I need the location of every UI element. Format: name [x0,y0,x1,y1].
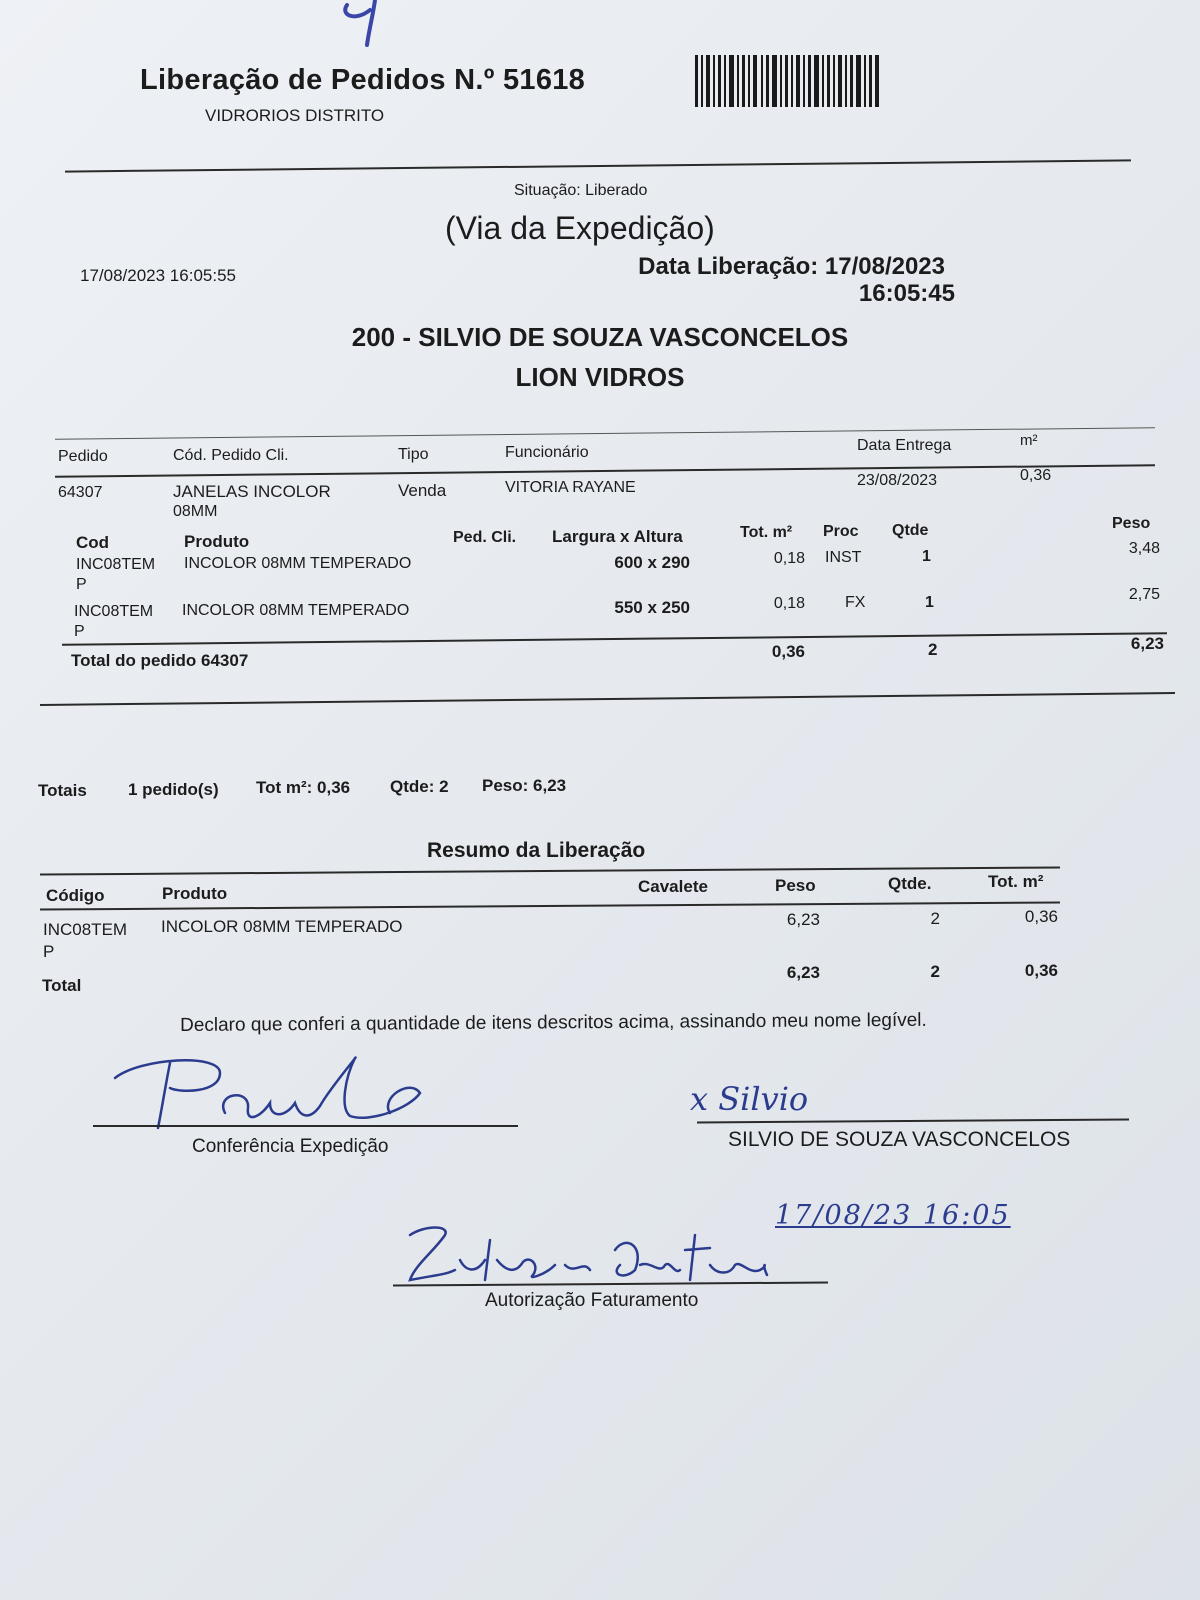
resumo-col-cavalete: Cavalete [638,877,708,896]
item-cod-line1: INC08TEM [76,556,156,573]
totais-pedidos: 1 pedido(s) [128,780,219,799]
cliente-handwritten-signature: x Silvio [690,1080,809,1118]
resumo-col-produto: Produto [162,884,228,903]
status-situacao: Situação: Liberado [514,182,648,199]
item-proc: FX [845,594,866,611]
liberacao-date: Data Liberação: 17/08/2023 [638,253,945,280]
printed-timestamp: 17/08/2023 16:05:55 [80,266,236,285]
resumo-col-codigo: Código [46,886,105,905]
order-section-divider [40,692,1175,706]
order-header-underline [55,464,1155,478]
item-col-tot-m2: Tot. m² [740,524,793,541]
resumo-total-qtde: 2 [930,962,940,981]
order-pedido: 64307 [58,484,103,501]
order-total-peso: 6,23 [1130,634,1164,653]
item-peso: 2,75 [1128,586,1160,603]
totais-peso: Peso: 6,23 [482,776,567,795]
resumo-total-tot-m2: 0,36 [1024,961,1058,980]
via-label: (Via da Expedição) [445,210,715,246]
item-col-produto: Produto [184,532,250,551]
resumo-total-peso: 6,23 [786,963,820,982]
item-col-dimensoes: Largura x Altura [552,527,683,546]
client-name: 200 - SILVIO DE SOUZA VASCONCELOS [351,322,849,352]
item-col-qtde: Qtde [892,522,929,539]
resumo-col-tot-m2: Tot. m² [988,872,1044,891]
document-title: Liberação de Pedidos N.º 51618 [140,64,586,96]
item-produto: INCOLOR 08MM TEMPERADO [184,555,412,572]
liberacao-time: 16:05:45 [858,280,955,307]
top-ink-mark [335,0,405,55]
item-produto: INCOLOR 08MM TEMPERADO [182,602,410,619]
order-funcionario: VITORIA RAYANE [505,479,636,496]
resumo-codigo-line1: INC08TEM [43,920,128,939]
resumo-produto: INCOLOR 08MM TEMPERADO [161,917,403,936]
col-cod-pedido-cli: Cód. Pedido Cli. [173,447,289,464]
item-cod-line1: INC08TEM [74,603,154,620]
resumo-total-label: Total [42,976,82,995]
resumo-codigo-line2: P [43,942,55,961]
item-col-proc: Proc [823,523,859,540]
item-qtde: 1 [922,548,931,565]
order-total-qtde: 2 [928,640,938,659]
order-table-top-line [55,427,1155,440]
client-company: LION VIDROS [515,362,685,392]
barcode-icon [695,55,880,112]
item-qtde: 1 [925,594,934,611]
declaration-text: Declaro que conferi a quantidade de itens descritos acima, assinando meu nome legível. [180,1009,927,1036]
item-dimensoes: 600 x 290 [614,553,690,572]
cliente-name-label: SILVIO DE SOUZA VASCONCELOS [728,1128,1071,1151]
item-col-peso: Peso [1112,515,1151,532]
item-cod-line2: P [76,576,87,593]
company-name: VIDRORIOS DISTRITO [205,106,385,125]
col-data-entrega: Data Entrega [857,437,952,454]
items-total-line [62,632,1167,646]
resumo-col-qtde: Qtde. [888,874,932,893]
order-tipo: Venda [398,481,447,500]
item-dimensoes: 550 x 250 [614,598,690,617]
conferencia-sign-line [93,1125,518,1127]
signature-conferencia [110,1048,440,1143]
resumo-tot-m2: 0,36 [1024,907,1058,926]
resumo-title: Resumo da Liberação [427,839,646,862]
header-divider [65,159,1131,172]
col-funcionario: Funcionário [505,444,589,461]
item-tot-m2: 0,18 [773,595,805,612]
order-total-label: Total do pedido 64307 [71,651,249,670]
item-peso: 3,48 [1128,540,1160,557]
resumo-qtde: 2 [930,909,940,928]
handwritten-date: 17/08/23 16:05 [775,1200,1011,1231]
conferencia-label: Conferência Expedição [192,1136,389,1157]
autorizacao-label: Autorização Faturamento [485,1290,699,1311]
order-cod-line2: 08MM [173,503,218,520]
order-cod-line1: JANELAS INCOLOR [173,482,331,501]
item-col-cod: Cod [76,533,110,552]
item-cod-line2: P [74,623,85,640]
cliente-sign-line [697,1118,1129,1123]
item-col-ped-cli: Ped. Cli. [453,529,517,546]
totais-m2: Tot m²: 0,36 [256,778,351,797]
resumo-col-peso: Peso [775,876,816,895]
totais-qtde: Qtde: 2 [390,777,449,796]
order-total-m2: 0,36 [771,642,805,661]
order-data-entrega: 23/08/2023 [857,472,938,489]
order-m2: 0,36 [1020,467,1052,484]
resumo-peso: 6,23 [786,910,820,929]
col-pedido: Pedido [58,448,108,465]
item-tot-m2: 0,18 [773,550,805,567]
col-m2: m² [1020,432,1038,449]
item-proc: INST [825,549,862,566]
col-tipo: Tipo [398,446,429,463]
totais-label: Totais [38,781,87,800]
